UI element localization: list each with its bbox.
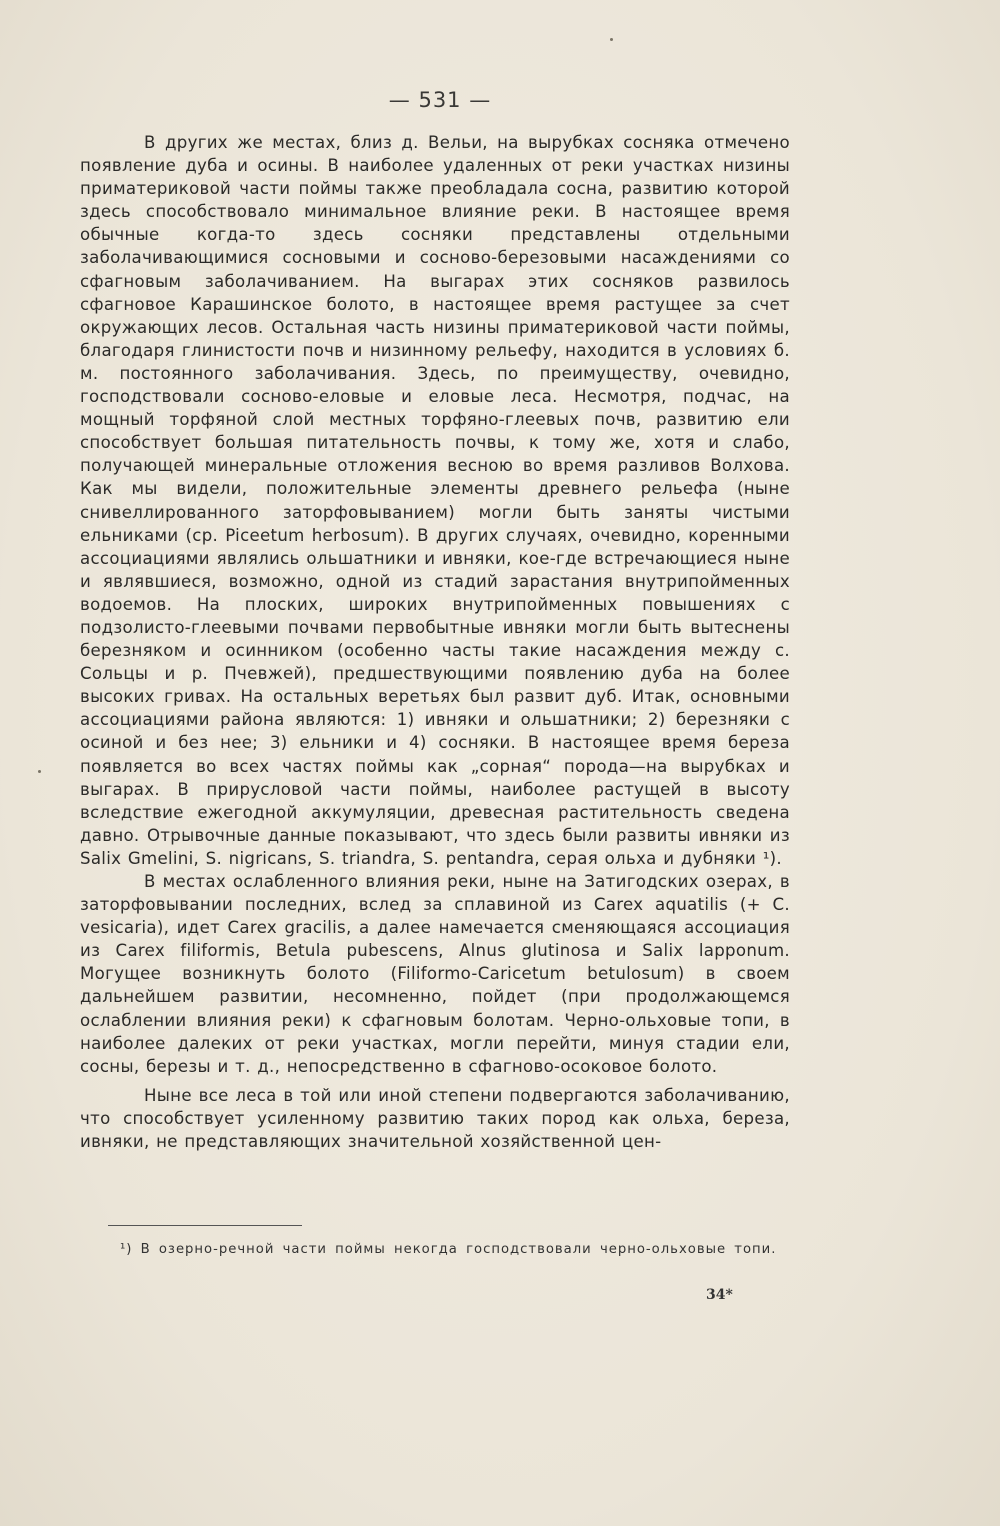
signature-mark: 34*	[706, 1287, 733, 1303]
footnote-divider	[108, 1225, 302, 1226]
footnote: ¹) В озерно-речной части поймы некогда господствовали черно-ольховые топи.	[120, 1242, 777, 1257]
paragraph-2: В местах ослабленного влияния реки, ныне на Затигодских озерах, в заторфовывании последних, вслед за сплавиной из Carex aquatilis (+ C. vesicaria), идет Carex gracilis, а далее намечается сменяющаяся ассоциация из Carex filiformis, Betula pubescens, Alnus glutinosa и Salix lapponum. Могущее возникнуть болото (Filiformo-Caricetum betulosum) в своем дальнейшем развитии, несомненно, пойдет (при продолжающемся ослаблении влияния реки) к сфагновым болотам. Черно-ольховые топи, в наиболее далеких от реки участках, могли перейти, минуя стадии ели, сосны, березы и т. д., непосредственно в сфагново-осоковое болото.	[80, 872, 790, 1076]
paper-speck	[610, 38, 613, 41]
paragraph-3: Ныне все леса в той или иной степени подвергаются заболачиванию, что способствует усиленному развитию таких пород как ольха, береза, ивняки, не представляющих значительной хозяйственной цен-	[80, 1085, 790, 1152]
page-number: — 531 —	[388, 88, 492, 112]
paragraph-1: В других же местах, близ д. Вельи, на вырубках сосняка отмечено появление дуба и осины. В наиболее удаленных от реки участках низины приматериковой части поймы также преобладала сосна, развитию которой здесь способствовало минимальное влияние реки. В настоящее время обычные когда-то здесь сосняки представлены отдельными заболачивающимися сосновыми и сосново-березовыми насаждениями со сфагновым заболачиванием. На выгарах этих сосняков развилось сфагновое Карашинское болото, в настоящее время растущее за счет окружающих лесов. Остальная часть низины приматериковой части поймы, благодаря глинистости почв и низинному рельефу, находится в условиях б. м. постоянного заболачивания. Здесь, по преимуществу, очевидно, господствовали сосново-еловые и еловые леса. Несмотря, подчас, на мощный торфяной слой местных торфяно-глеевых почв, развитию ели способствует большая питательность почвы, к тому же, хотя и слабо, получающей минеральные отложения весною во время разливов Волхова. Как мы видели, положительные элементы древнего рельефа (ныне снивеллированного заторфовыванием) могли быть заняты чистыми ельниками (ср. Piceetum herbosum). В других случаях, очевидно, коренными ассоциациями являлись ольшатники и ивняки, кое-где встречающиеся ныне и являвшиеся, возможно, одной из стадий зарастания внутрипойменных водоемов. На плоских, широких внутрипойменных повышениях с подзолисто-глеевыми почвами первобытные ивняки могли быть вытеснены березняком и осинником (особенно часты такие насаждения между с. Сольцы и р. Пчевжей), предшествующими появлению дуба на более высоких гривах. На остальных веретьях был развит дуб. Итак, основными ассоциациями района являются: 1) ивняки и ольшатники; 2) березняки с осиной и без нее; 3) ельники и 4) сосняки. В настоящее время береза появляется во всех частях поймы как „сорная“ порода—на вырубках и выгарах. В прирусловой части поймы, наиболее растущей в высоту вследствие ежегодной аккумуляции, древесная растительность сведена давно. Отрывочные данные показывают, что здесь были развиты ивняки из Salix Gmelini, S. nigricans, S. triandra, S. pentandra, серая ольха и дубняки ¹).	[80, 133, 790, 868]
body-text	[80, 131, 790, 1153]
paper-speck	[38, 770, 41, 773]
